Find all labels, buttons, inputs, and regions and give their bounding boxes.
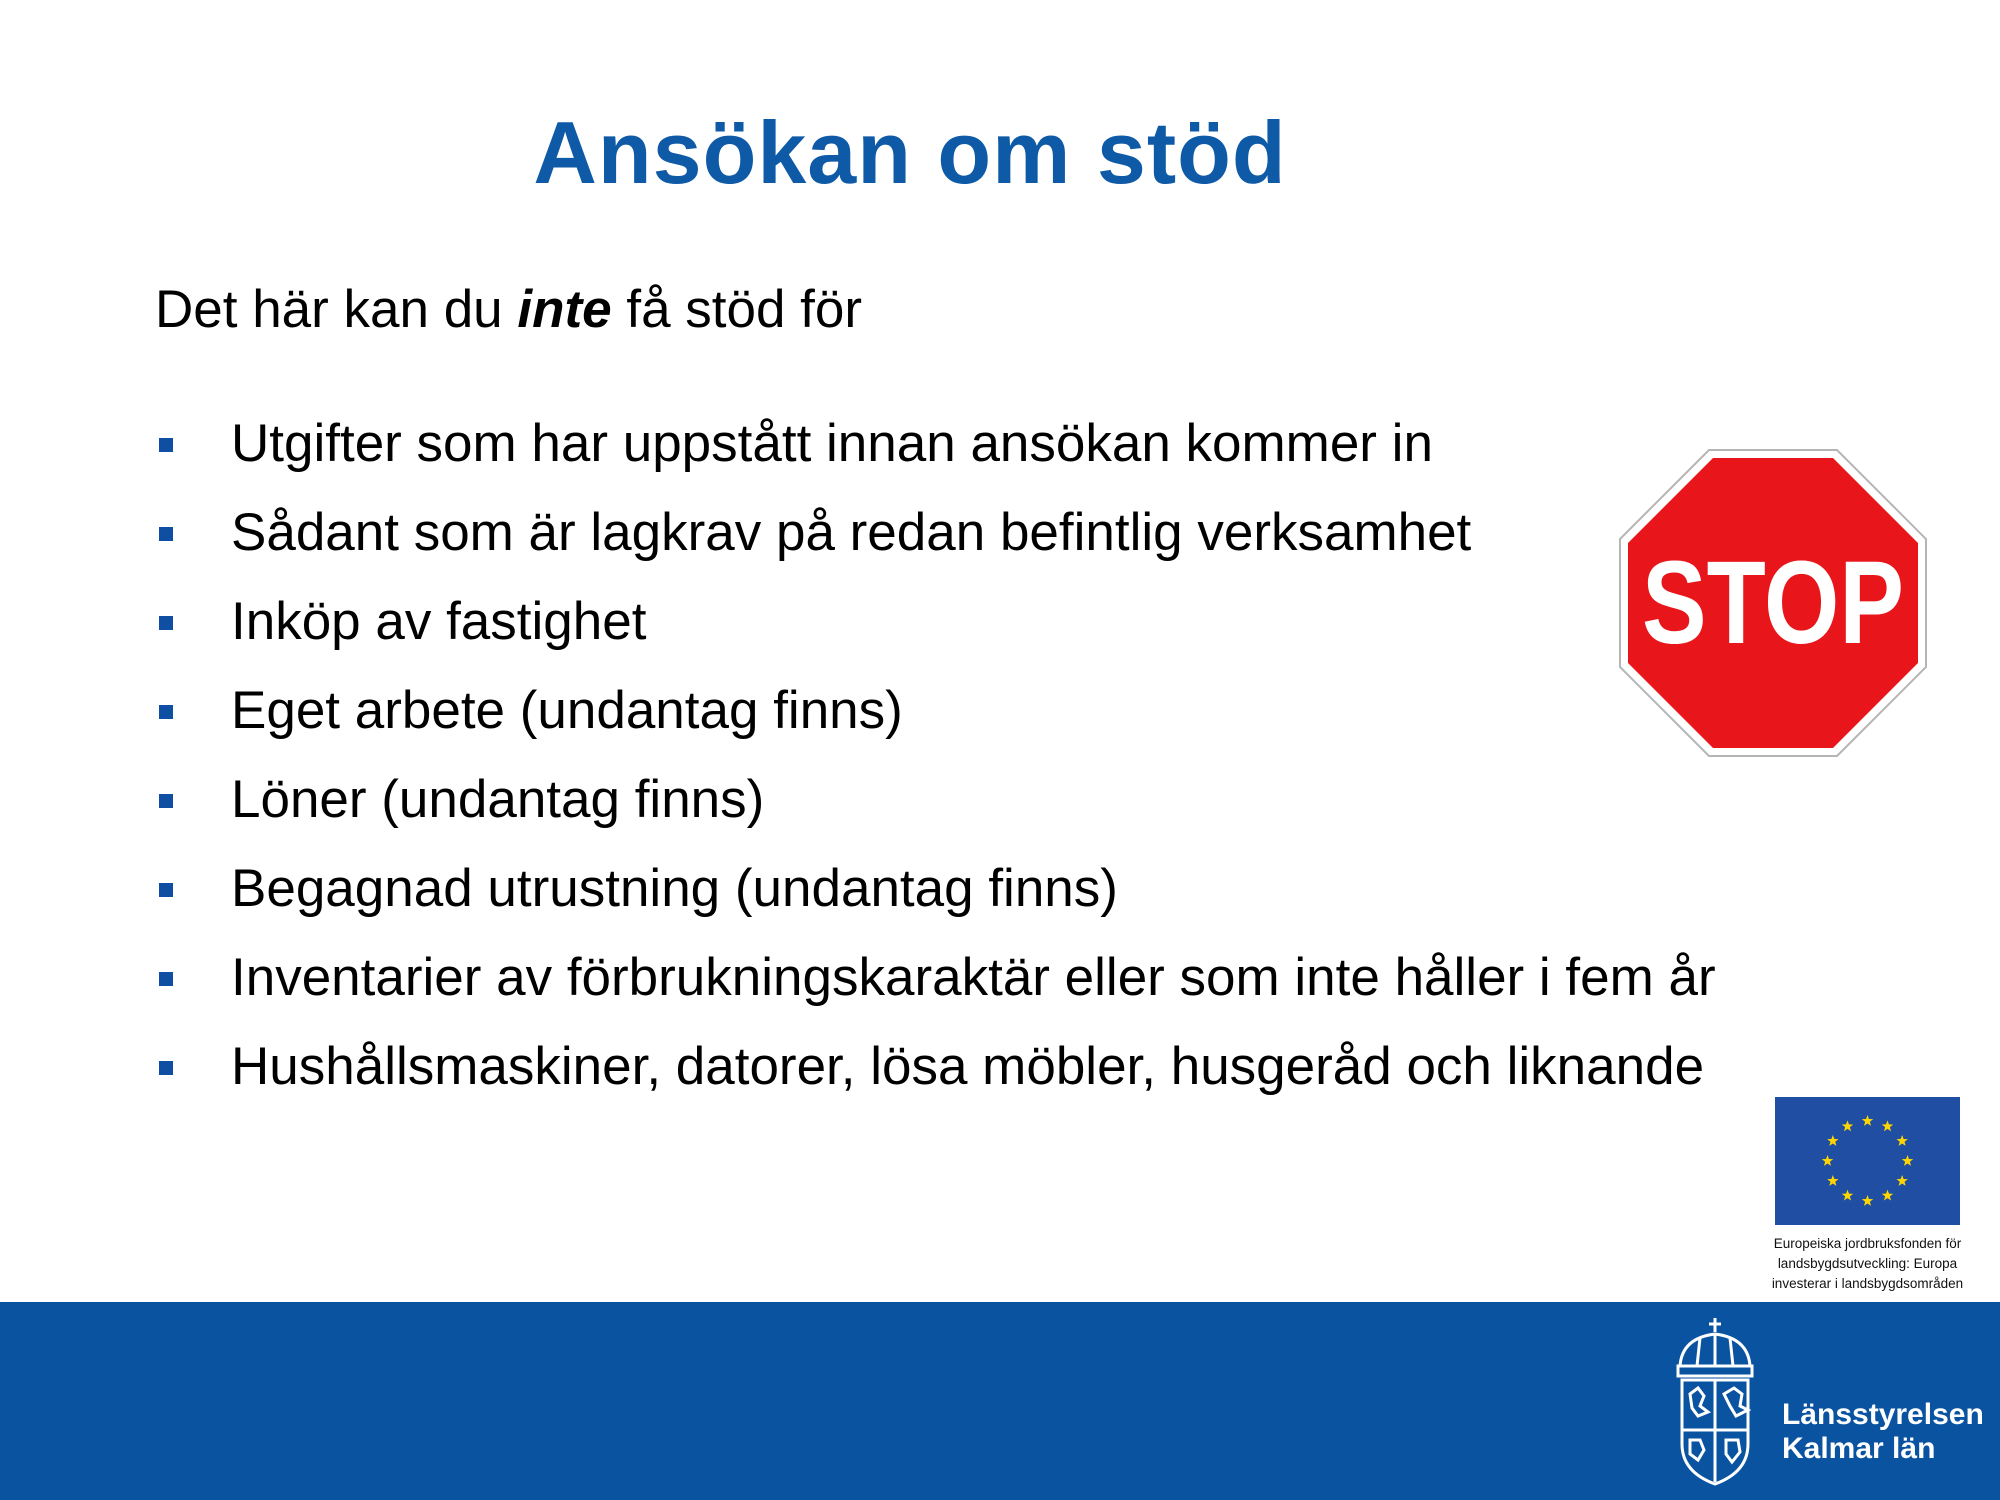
- list-item-text: Begagnad utrustning (undantag finns): [231, 859, 1118, 918]
- list-item-text: Utgifter som har uppstått innan ansökan kommer in: [231, 414, 1433, 473]
- eu-caption-line: landsbygdsutveckling: Europa: [1777, 1256, 1958, 1271]
- eu-fund-caption: [1745, 1234, 1990, 1294]
- slide-title: Ansökan om stöd: [533, 103, 1287, 202]
- eu-caption-line: Europeiska jordbruksfonden för: [1773, 1236, 1962, 1251]
- square-bullet-icon: [159, 438, 173, 452]
- square-bullet-icon: [159, 705, 173, 719]
- list-item-text: Eget arbete (undantag finns): [231, 681, 903, 740]
- agency-name: [1782, 1398, 1984, 1466]
- stop-sign-icon: [1618, 448, 1928, 758]
- list-item-text: Sådant som är lagkrav på redan befintlig verksamhet: [231, 503, 1472, 562]
- square-bullet-icon: [159, 972, 173, 986]
- subtitle-emphasis: inte: [517, 280, 612, 339]
- list-item-text: Inköp av fastighet: [231, 592, 647, 651]
- square-bullet-icon: [159, 794, 173, 808]
- subtitle-text-after: få stöd för: [611, 280, 863, 339]
- stop-sign-text: STOP: [1642, 537, 1904, 669]
- eu-caption-line: investerar i landsbygdsområden: [1771, 1276, 1964, 1291]
- square-bullet-icon: [159, 616, 173, 630]
- agency-name-line: Kalmar län: [1782, 1432, 1936, 1465]
- square-bullet-icon: [159, 1061, 173, 1075]
- list-item-text: Inventarier av förbrukningskaraktär eller som inte håller i fem år: [231, 948, 1716, 1007]
- square-bullet-icon: [159, 527, 173, 541]
- square-bullet-icon: [159, 883, 173, 897]
- coat-of-arms-icon: [1670, 1314, 1760, 1490]
- subtitle-text-before: Det här kan du: [155, 280, 518, 339]
- list-item-text: Hushållsmaskiner, datorer, lösa möbler, husgeråd och liknande: [231, 1037, 1705, 1096]
- eu-flag-icon: [1775, 1097, 1960, 1225]
- slide-subtitle: [155, 278, 862, 342]
- agency-name-line: Länsstyrelsen: [1782, 1398, 1984, 1431]
- list-item-text: Löner (undantag finns): [231, 770, 765, 829]
